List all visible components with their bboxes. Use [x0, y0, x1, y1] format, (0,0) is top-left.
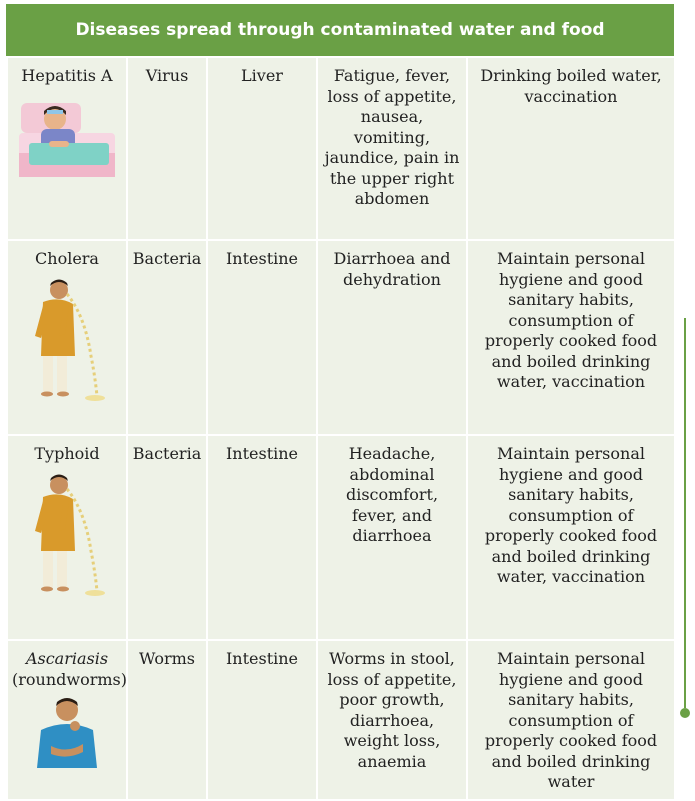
disease-cell: [7, 435, 127, 640]
vomiting-person-icon: [25, 471, 109, 601]
disease-cell: [7, 640, 127, 800]
margin-rule-end-dot: [680, 708, 690, 718]
cause-cell: Virus: [127, 57, 207, 240]
cause-cell: Bacteria: [127, 240, 207, 435]
symptoms-cell: Fatigue, fever, loss of appetite, nausea, vomiting, jaundice, pain in the upper right abdomen: [317, 57, 467, 240]
prevention-cell: Maintain personal hygiene and good sanitary habits, consumption of properly cooked food and boiled drinking water: [467, 640, 675, 800]
vomiting-person-icon: [25, 276, 109, 406]
table-title: Diseases spread through contaminated water and food: [6, 4, 674, 56]
prevention-cell: Drinking boiled water, vaccination: [467, 57, 675, 240]
sick-in-bed-icon: [15, 93, 119, 183]
symptoms-cell: Headache, abdominal discomfort, fever, and diarrhoea: [317, 435, 467, 640]
table-row: [7, 240, 675, 435]
table-row: [7, 640, 675, 800]
organ-cell: Intestine: [207, 240, 317, 435]
stomach-ache-person-icon: [27, 696, 107, 768]
cause-cell: Bacteria: [127, 435, 207, 640]
margin-rule: [684, 318, 686, 708]
disease-note: (roundworms): [12, 669, 127, 689]
disease-table-card: [6, 4, 674, 801]
disease-name: Cholera: [35, 249, 99, 268]
cause-cell: Worms: [127, 640, 207, 800]
disease-name: Hepatitis A: [21, 66, 113, 85]
disease-table: [6, 56, 676, 801]
symptoms-cell: Worms in stool, loss of appetite, poor growth, diarrhoea, weight loss, anaemia: [317, 640, 467, 800]
organ-cell: Intestine: [207, 435, 317, 640]
prevention-cell: Maintain personal hygiene and good sanitary habits, consumption of properly cooked food and boiled drinking water, vaccination: [467, 435, 675, 640]
disease-cell: [7, 240, 127, 435]
disease-cell: [7, 57, 127, 240]
organ-cell: Liver: [207, 57, 317, 240]
table-row: [7, 57, 675, 240]
symptoms-cell: Diarrhoea and dehydration: [317, 240, 467, 435]
organ-cell: Intestine: [207, 640, 317, 800]
prevention-cell: Maintain personal hygiene and good sanitary habits, consumption of properly cooked food and boiled drinking water, vaccination: [467, 240, 675, 435]
disease-name: Typhoid: [34, 444, 100, 463]
disease-name: Ascariasis: [25, 649, 109, 668]
table-row: [7, 435, 675, 640]
